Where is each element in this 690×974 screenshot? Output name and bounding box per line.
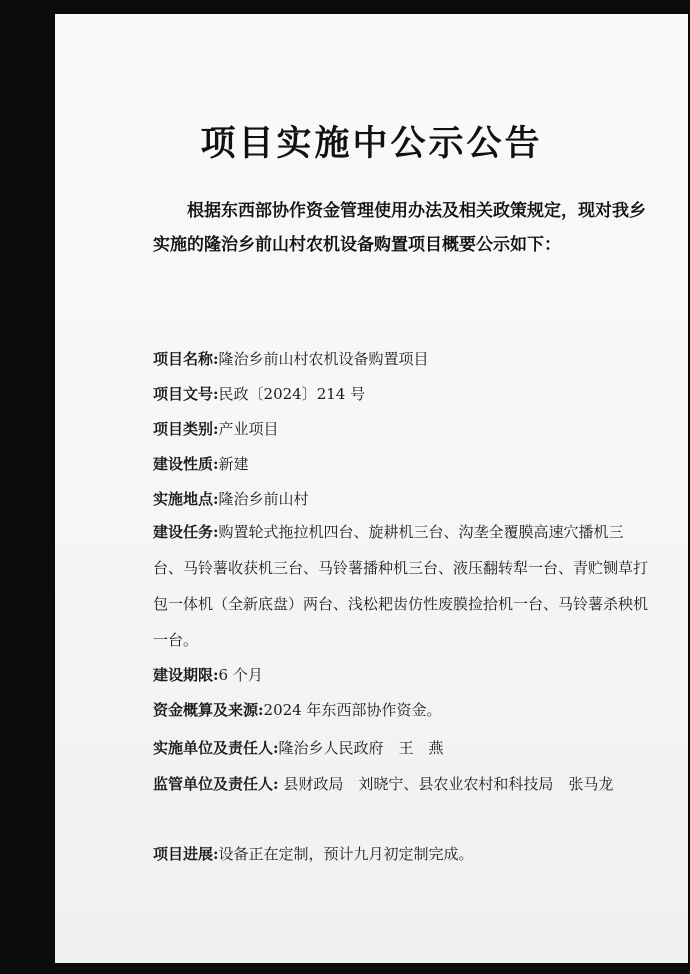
intro-paragraph: 根据东西部协作资金管理使用办法及相关政策规定，现对我乡实施的隆治乡前山村农机设备购置项目概要公示如下：: [153, 201, 646, 255]
field-label: 项目名称:: [153, 350, 219, 368]
field-label: 监管单位及责任人:: [153, 775, 279, 793]
field-supervising-unit: [153, 766, 653, 802]
field-progress: [153, 843, 653, 864]
page-title: 项目实施中公示公告: [200, 123, 543, 164]
field-construction-period: [153, 664, 653, 685]
field-label: 建设期限:: [153, 666, 219, 684]
field-construction-nature: [153, 453, 653, 474]
field-project-name: [153, 348, 653, 369]
field-value: 购置轮式拖拉机四台、旋耕机三台、沟垄全覆膜高速穴播机三台、马铃薯收获机三台、马铃薯播种机三台、液压翻转犁一台、青贮铡草打包一体机（全新底盘）两台、浅松耙齿仿性废膜捡拾机一台、马铃薯杀秧机一台。: [153, 523, 649, 649]
field-project-category: [153, 418, 653, 439]
field-location: [153, 488, 653, 509]
field-implementing-unit: [153, 737, 653, 758]
field-value: 新建: [218, 455, 249, 473]
field-label: 实施单位及责任人:: [153, 739, 279, 757]
field-funding: [153, 699, 653, 720]
field-label: 实施地点:: [153, 490, 219, 508]
notice-paper: [55, 14, 688, 963]
field-label: 项目类别:: [153, 420, 219, 438]
field-value: 隆治乡前山村: [218, 490, 309, 508]
field-document-number: [153, 383, 653, 404]
field-value: 设备正在定制，预计九月初定制完成。: [218, 845, 474, 863]
field-label: 建设性质:: [153, 455, 219, 473]
field-value: 隆治乡人民政府 王 燕: [278, 739, 444, 757]
field-value: 民政〔2024〕214 号: [218, 385, 366, 403]
field-value: 县财政局 刘晓宁、县农业农村和科技局 张马龙: [278, 775, 614, 793]
field-value: 隆治乡前山村农机设备购置项目: [218, 350, 429, 368]
field-label: 项目文号:: [153, 385, 219, 403]
field-value: 2024 年东西部协作资金。: [263, 701, 442, 719]
field-value: 产业项目: [218, 420, 279, 438]
field-label: 项目进展:: [153, 845, 219, 863]
field-construction-task: [153, 514, 653, 658]
field-value: 6 个月: [218, 666, 263, 684]
field-label: 资金概算及来源:: [153, 701, 264, 719]
field-label: 建设任务:: [153, 523, 219, 541]
